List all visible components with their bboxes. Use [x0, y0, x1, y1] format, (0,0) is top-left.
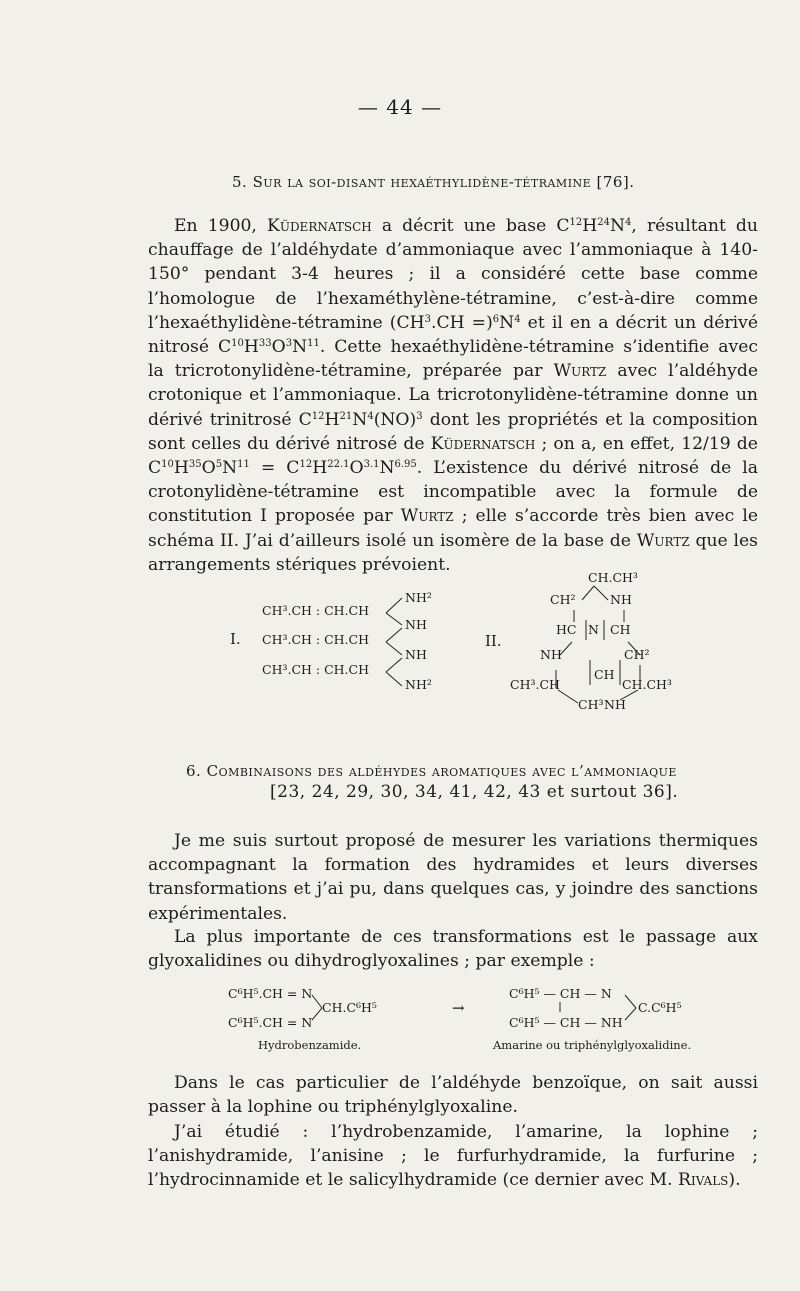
formula-II-ch3-bottom: CH³: [578, 697, 604, 712]
author-name: Rivals: [678, 1170, 729, 1191]
section-6-references: [23, 24, 29, 30, 34, 41, 42, 43 et surtout 36].: [270, 782, 679, 802]
formula-I-nh2-top: NH²: [405, 590, 432, 605]
paragraph-kudernatsch: En 1900, Küdernatsch a décrit une base $C^{12}H^{24}N^4$, résultant du chauffage de l’aldéhydate d’ammoniaque avec l’ammoniaque à 140-150° pendant 3-4 heures ; il a considéré cette base comme l’homologue de l’hexaméthylène-tétramine, c’est-à-dire comme l’hexaéthylidène-tétramine $(CH^3.CH =)^6N^4$ et il en a décrit un dérivé nitrosé $C^{10}H^{33}O^3N^{11}$. Cette hexaéthylidène-tétramine s’identifie avec la tricrotonylidène-tétramine, préparée par Wurtz avec l’aldéhyde crotonique et l’ammoniaque. La tricrotonylidène-tétramine donne un dérivé trinitrosé $C^{12}H^{21}N^4(NO)^3$ dont les propriétés et la composition sont celles du dérivé nitrosé de Küdernatsch ; on a, en effet, 12/19 de $C^{10}H^{35}O^5N^{11} = C^{12}H^{22.1}O^{3.1}N^{6.95}$. L’existence du dérivé nitrosé de la crotonylidène-tétramine est incompatible avec la formule de constitution I proposée par Wurtz ; elle s’accorde très bien avec le schéma II. J’ai d’ailleurs isolé un isomère de la base de Wurtz que les arrangements stériques prévoient.: [148, 216, 759, 575]
paragraph-glyoxalidines: La plus importante de ces transformations est le passage aux glyoxalidines ou dihydroglyoxalines ; par exemple :: [148, 927, 758, 972]
formula-I-row3: CH³.CH : CH.CH: [262, 662, 369, 677]
formula-II-hc: HC: [556, 622, 577, 637]
section-6-title: Combinaisons des aldéhydes aromatiques avec l’ammoniaque: [206, 762, 677, 780]
section-5-number: 5.: [232, 173, 248, 191]
section-6-number: 6.: [186, 762, 202, 780]
paragraph-etudes: J’ai étudié : l’hydrobenzamide, l’amarine, la lophine ; l’anishydramide, l’anisine ; le furfurhydramide, la furfurine ; l’hydrocinnamide et le salicylhydramide (ce dernier avec M. Rivals).: [148, 1122, 758, 1191]
formula-II-ch2-right: CH²: [624, 647, 650, 662]
formula-I-nh2-bottom: NH²: [405, 677, 432, 692]
formula-II-ch2-left: CH²: [550, 592, 576, 607]
reaction-left-row2: C⁶H⁵.CH = N: [228, 1015, 313, 1030]
formula-II-ch-right: CH: [610, 622, 631, 637]
formula-I-nh-a: NH: [405, 617, 427, 632]
formula-II-nh-right: NH: [610, 592, 632, 607]
author-name: Wurtz: [553, 361, 607, 382]
formula-II-nh-left: NH: [540, 647, 562, 662]
formula-II-ch3ch-left: CH³.CH: [510, 677, 560, 692]
section-5-title: Sur la soi-disant hexaéthylidène-tétramine: [252, 173, 592, 191]
caption-hydrobenzamide: Hydrobenzamide.: [258, 1038, 362, 1052]
formula-I-nh-b: NH: [405, 647, 427, 662]
author-name: Wurtz: [400, 506, 454, 527]
formula-II-nh-bottom: NH: [604, 697, 626, 712]
reaction-arrow: →: [452, 999, 465, 1017]
reaction-right-row1: C⁶H⁵ — CH — N: [509, 986, 612, 1001]
formula-I-row1: CH³.CH : CH.CH: [262, 603, 369, 618]
reaction-right-row2: C⁶H⁵ — CH — NH: [509, 1015, 623, 1030]
author-name: Küdernatsch: [266, 216, 372, 236]
caption-amarine: Amarine ou triphénylglyoxalidine.: [493, 1038, 692, 1052]
paragraph-lophine: Dans le cas particulier de l’aldéhyde benzoïque, on sait aussi passer à la lophine ou triphénylglyoxaline.: [148, 1073, 758, 1118]
formula-II-n: N: [588, 622, 599, 637]
formula-II-ch-center: CH: [594, 667, 615, 682]
section-5-heading: [232, 173, 792, 191]
reaction-left-row1: C⁶H⁵.CH = N: [228, 986, 313, 1001]
formula-II-top: CH.CH³: [588, 570, 638, 585]
paragraph-variations-thermiques: Je me suis surtout proposé de mesurer les variations thermiques accompagnant la formation des hydramides et leurs diverses transformations et j’ai pu, dans quelques cas, y joindre des sanctions expérimentales.: [148, 831, 758, 924]
page-number: — 44 —: [357, 95, 443, 119]
reaction-left-mid: CH.C⁶H⁵: [322, 1000, 377, 1015]
formula-I-label: I.: [230, 630, 241, 648]
section-5-reference: [76].: [596, 173, 635, 191]
formula-I-row2: CH³.CH : CH.CH: [262, 632, 369, 647]
formula-II-label: II.: [485, 632, 502, 650]
author-name: Wurtz: [636, 530, 690, 551]
formula-II-chch3-right: CH.CH³: [622, 677, 672, 692]
author-name: Küdernatsch: [430, 433, 536, 454]
reaction-right-mid: C.C⁶H⁵: [638, 1000, 682, 1015]
section-6-heading: [186, 762, 766, 780]
